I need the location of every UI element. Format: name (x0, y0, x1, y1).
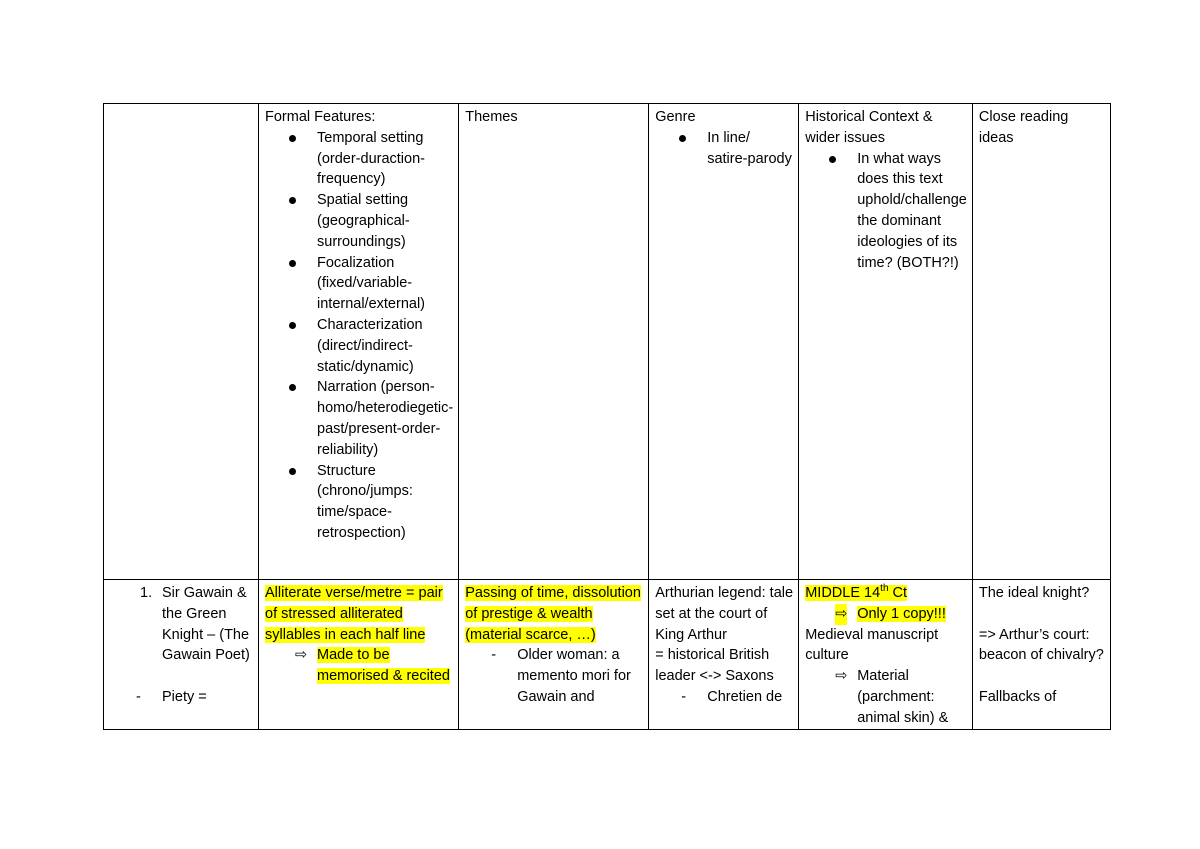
close-reading-text: => Arthur’s court: beacon of chivalry? (978, 626, 1104, 664)
numbered-title: 1. Sir Gawain & the Green Knight – (The Gawain Poet) (140, 585, 250, 664)
close-reading-text: The ideal knight? (978, 585, 1090, 601)
arrow-right-icon: ⇨ (295, 647, 308, 664)
formal-features-cell (259, 104, 459, 580)
list-item: In line/ satire-parody (655, 128, 793, 170)
close-reading-cell-row1 (972, 580, 1110, 730)
list-item: - Piety = (136, 688, 207, 705)
historical-list (805, 149, 967, 274)
historical-cell-row1 (799, 580, 973, 730)
list-item: Characterization (direct/indirect-static/dynamic) (265, 315, 453, 377)
bullet-icon (679, 135, 686, 142)
formal-features-title: Formal Features: (265, 109, 376, 125)
list-item: Focalization (fixed/variable-internal/external) (265, 253, 453, 315)
list-item: Temporal setting (order-duraction-frequency) (265, 128, 453, 190)
historical-title: Historical Context & wider issues (805, 109, 933, 146)
genre-text: Arthurian legend: tale set at the court of King Arthur (655, 585, 794, 643)
genre-title: Genre (655, 109, 696, 125)
bullet-icon (829, 156, 836, 163)
formal-features-cell-row1 (259, 580, 459, 730)
header-row (104, 104, 1111, 580)
century-label: MIDDLE 14th Ct (805, 583, 908, 601)
themes-title: Themes (465, 109, 518, 125)
arrow-right-icon: ⇨ (835, 668, 848, 685)
list-item: Structure (chrono/jumps: time/space-retrospection) (265, 461, 453, 544)
list-item: - Chretien de (681, 688, 783, 705)
arrow-right-icon: ⇨ (835, 604, 847, 625)
bullet-icon (289, 322, 296, 329)
arrow-list (265, 645, 453, 687)
list-item: Narration (person-homo/heterodiegetic-past/present-order-reliability) (265, 377, 453, 460)
bullet-icon (289, 384, 296, 391)
text-title-cell (104, 580, 259, 730)
list-item: - Older woman: a memento mori for Gawain and (491, 647, 631, 705)
title-dash-list (110, 687, 253, 708)
bullet-icon (289, 468, 296, 475)
genre-header-cell (649, 104, 799, 580)
genre-list (655, 128, 793, 170)
close-reading-header-cell (972, 104, 1110, 580)
close-reading-text: Fallbacks of (978, 688, 1057, 705)
themes-cell-row1 (459, 580, 649, 730)
bullet-icon (289, 197, 296, 204)
list-item: ⇨ Material (parchment: animal skin) & (835, 668, 949, 726)
genre-dash-list (655, 687, 793, 708)
list-item: ⇨ Made to be memorised & recited (295, 647, 450, 685)
table-row (104, 580, 1111, 730)
genre-text: = historical British leader <-> Saxons (655, 647, 774, 685)
title-header-cell (104, 104, 259, 580)
bullet-icon (289, 135, 296, 142)
historical-header-cell (799, 104, 973, 580)
genre-cell-row1 (649, 580, 799, 730)
list-item: Spatial setting (geographical-surroundings) (265, 190, 453, 252)
bullet-icon (289, 260, 296, 267)
formal-features-list (265, 128, 453, 544)
notes-table (103, 103, 1111, 730)
list-item: In what ways does this text uphold/challenge the dominant ideologies of its time? (BOTH?!) (805, 149, 967, 274)
arrow-list (805, 666, 967, 728)
themes-dash-list (465, 645, 643, 707)
highlighted-text: Alliterate verse/metre = pair of stressed alliterated syllables in each half line (265, 585, 443, 643)
list-item: ⇨ Only 1 copy!!! (805, 604, 967, 625)
historical-text: Medieval manuscript culture (805, 626, 939, 664)
arrow-list (805, 604, 967, 625)
highlighted-text: Passing of time, dissolution of prestige & wealth (material scarce, …) (465, 585, 641, 643)
close-reading-title: Close reading ideas (978, 109, 1069, 146)
themes-header-cell (459, 104, 649, 580)
